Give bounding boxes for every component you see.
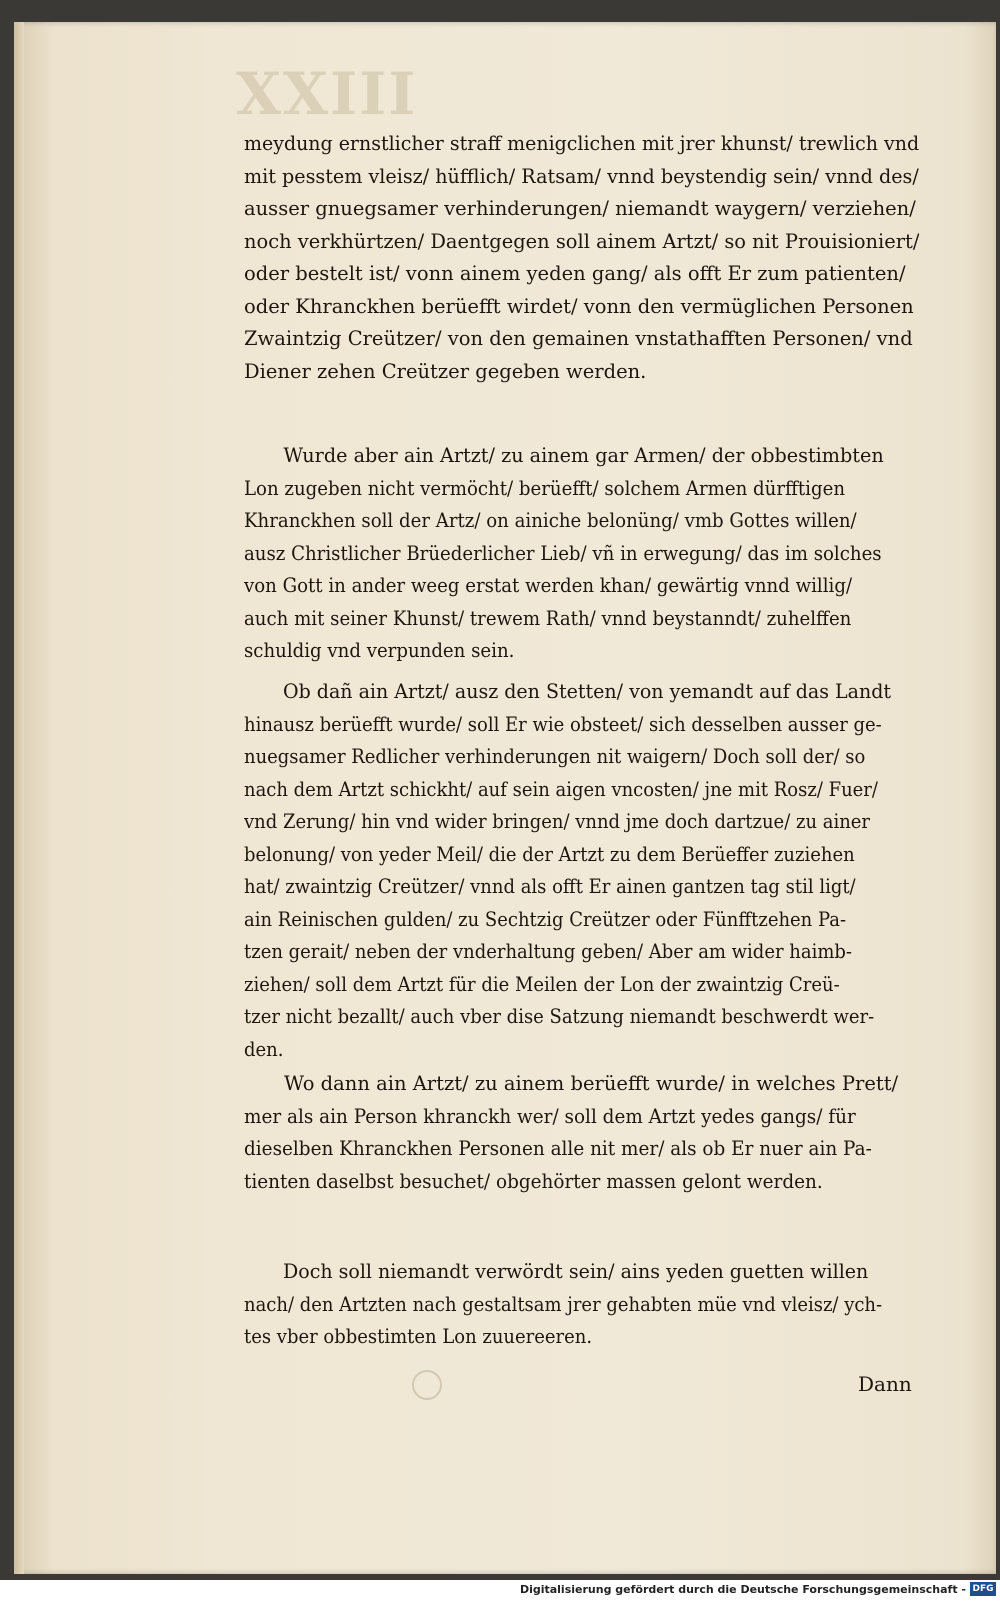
text-line: dieselben Khranckhen Personen alle nit mer/ als ob Er nuer ain Pa- xyxy=(244,1137,872,1160)
paragraph-2 xyxy=(244,440,970,668)
text-line: auch mit seiner Khunst/ trewem Rath/ vnnd beystanndt/ zuhelffen xyxy=(244,606,852,630)
folio-number: XXIII xyxy=(236,60,418,128)
text-line: oder Khranckhen berüefft wirdet/ vonn den vermüglichen Personen xyxy=(244,294,914,318)
dfg-logo-icon: DFG xyxy=(970,1582,996,1596)
text-line: Ob dañ ain Artzt/ ausz den Stetten/ von yemandt auf das Landt xyxy=(283,680,892,703)
funding-credit: Digitalisierung gefördert durch die Deutsche Forschungsgemeinschaft - xyxy=(519,1583,966,1596)
main-text xyxy=(244,128,920,1348)
paragraph-4 xyxy=(244,1068,959,1198)
text-line: den. xyxy=(244,1037,284,1061)
text-line: hat/ zwaintzig Creützer/ vnnd als offt Er ainen gantzen tag stil ligt/ xyxy=(244,875,856,898)
text-line: ziehen/ soll dem Artzt für die Meilen der Lon der zwaintzig Creü- xyxy=(244,972,840,996)
text-line: tes vber obbestimten Lon zuuereeren. xyxy=(244,1325,593,1348)
text-line: meydung ernstlicher straff menigclichen mit jrer khunst/ trewlich vnd xyxy=(244,132,920,155)
text-line: ain Reinischen gulden/ zu Sechtzig Creützer oder Fünfftzehen Pa- xyxy=(244,907,847,931)
text-line: mer als ain Person khranckh wer/ soll dem Artzt yedes gangs/ für xyxy=(244,1104,856,1128)
text-line: tienten daselbst besuchet/ obgehörter massen gelont werden. xyxy=(244,1169,823,1193)
text-line: Zwaintzig Creützer/ von den gemainen vnstathafften Personen/ vnd xyxy=(244,327,913,350)
page-gutter xyxy=(14,22,24,1574)
text-line: oder bestelt ist/ vonn ainem yeden gang/ als offt Er zum patienten/ xyxy=(244,262,906,285)
text-line: Diener zehen Creützer gegeben werden. xyxy=(244,359,647,383)
text-line: nach/ den Artzten nach gestaltsam jrer gehabten müe vnd vleisz/ ych- xyxy=(244,1292,883,1316)
paragraph-1 xyxy=(244,128,919,388)
signature-mark xyxy=(412,1370,442,1400)
text-line: ausser gnuegsamer verhinderungen/ niemandt waygern/ verziehen/ xyxy=(244,197,916,220)
text-line: tzen gerait/ neben der vnderhaltung geben/ Aber am wider haimb- xyxy=(244,940,852,963)
text-line: tzer nicht bezallt/ auch vber dise Satzung niemandt beschwerdt wer- xyxy=(244,1005,875,1028)
text-line: nuegsamer Redlicher verhinderungen nit waigern/ Doch soll der/ so xyxy=(244,745,866,768)
text-line: Khranckhen soll der Artz/ on ainiche belonüng/ vmb Gottes willen/ xyxy=(244,509,857,532)
text-line: hinausz berüefft wurde/ soll Er wie obsteet/ sich desselben ausser ge- xyxy=(244,712,882,736)
text-line: schuldig vnd verpunden sein. xyxy=(244,639,515,662)
text-line: belonung/ von yeder Meil/ die der Artzt zu dem Berüeffer zuziehen xyxy=(244,842,855,866)
text-line: Wo dann ain Artzt/ zu ainem berüefft wurde/ in welches Prett/ xyxy=(284,1072,899,1095)
text-line: Wurde aber ain Artzt/ zu ainem gar Armen/ der obbestimbten xyxy=(283,444,884,467)
paragraph-3 xyxy=(244,676,976,1066)
text-line: vnd Zerung/ hin vnd wider bringen/ vnnd jme doch dartzue/ zu ainer xyxy=(244,810,871,833)
text-line: Doch soll niemandt verwördt sein/ ains yeden guetten willen xyxy=(283,1260,869,1283)
text-line: ausz Christlicher Brüederlicher Lieb/ vñ in erwegung/ das im solches xyxy=(244,541,882,565)
text-line: Lon zugeben nicht vermöcht/ berüefft/ solchem Armen dürfftigen xyxy=(244,476,846,500)
text-line: von Gott in ander weeg erstat werden khan/ gewärtig vnnd willig/ xyxy=(244,574,853,597)
text-line: noch verkhürtzen/ Daentgegen soll ainem Artzt/ so nit Prouisioniert/ xyxy=(244,229,920,253)
paragraph-5 xyxy=(244,1256,976,1354)
text-line: nach dem Artzt schickht/ auf sein aigen vncosten/ jne mit Rosz/ Fuer/ xyxy=(244,777,878,801)
catchword: Dann xyxy=(858,1372,912,1396)
text-line: mit pesstem vleisz/ hüfflich/ Ratsam/ vnnd beystendig sein/ vnnd des/ xyxy=(244,164,919,188)
